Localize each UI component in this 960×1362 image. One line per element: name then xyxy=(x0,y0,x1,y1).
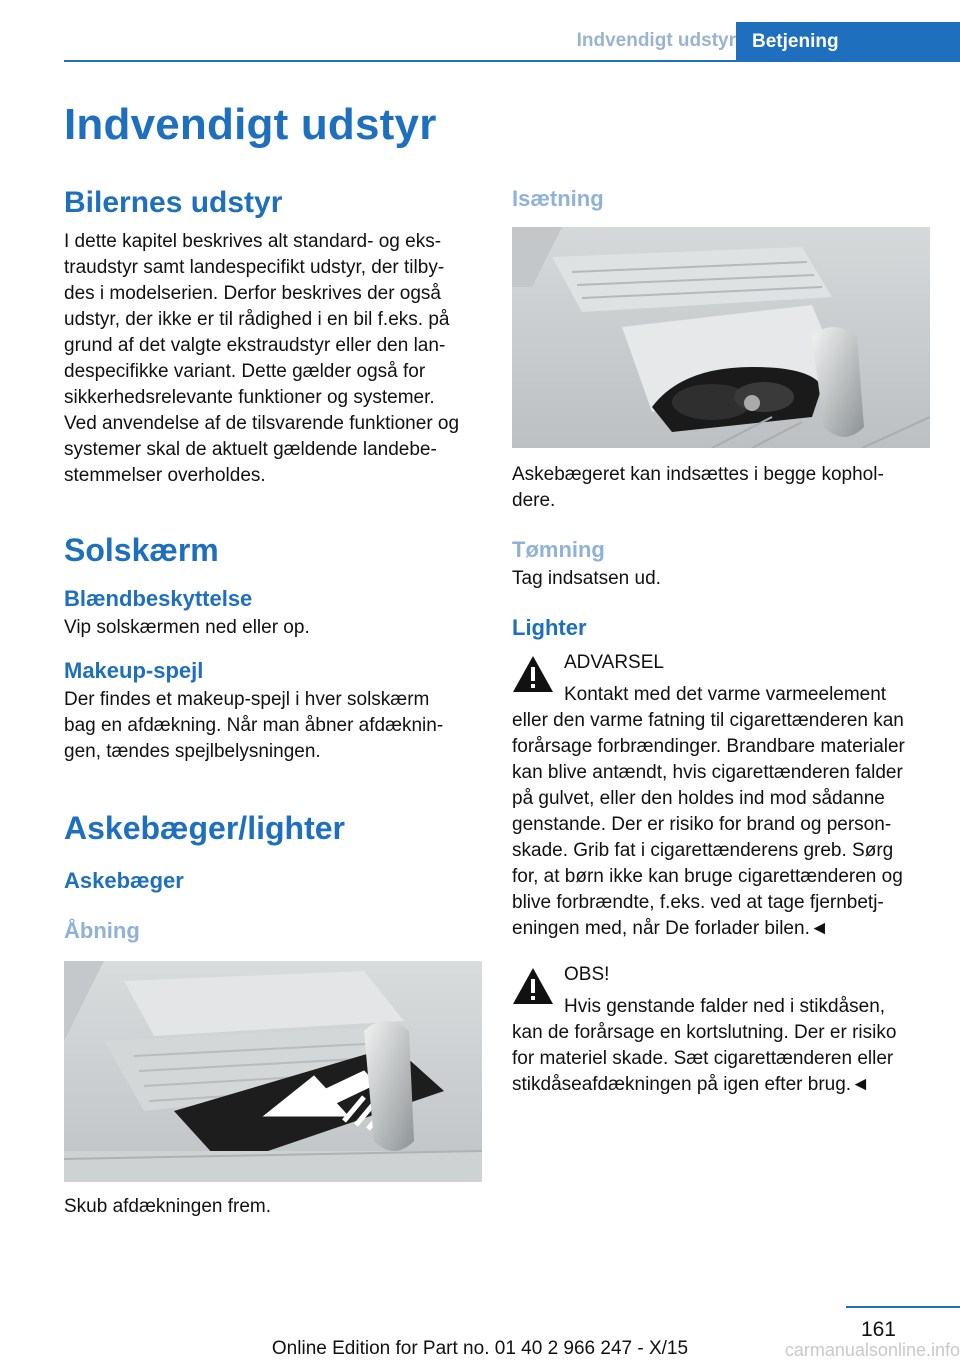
right-column xyxy=(512,185,930,1098)
heading-glare-shield: Blændbeskyttelse xyxy=(64,586,253,611)
heading-emptying: Tømning xyxy=(512,537,605,562)
glare-shield-text: Vip solskærmen ned eller op. xyxy=(64,617,310,638)
page-title: Indvendigt udstyr xyxy=(64,100,437,149)
ashtray-opening-illustration xyxy=(64,961,482,1182)
equipment-text: I dette kapitel beskrives alt standard- og eks- traudstyr samt landespecifikt udstyr, der tilby- des i modelserien. Derfor beskrives der også udstyr, der ikke er til rådighed i en bil f.eks. på grund af det valgte ekstraudstyr eller den lan- despecifikke variant. Dette gælder også for sikkerhedsrelevante funktioner og systemer. Ved anvendelse af de tilsvarende funktioner og systemer skal de aktuelt gældende landebe- stemmelser overholdes. xyxy=(64,231,460,486)
header-section-label: Indvendigt udstyr xyxy=(576,30,736,51)
warning-triangle-icon xyxy=(512,654,554,694)
warning-text: eller den varme fatning til cigarettænderen kan forårsage forbrændinger. Brandbare materialer kan blive antændt, hvis cigarettænderen falder på gulvet, eller den holdes ind mod sådanne genstande. Der er risiko for brand og person- skade. Grib fat i cigarettænderens greb. Sørg for, at børn ikke kan bruge cigarettænderen og blive forbrændte, f.eks. ved at tage fjernbetj- eningen med, når De forlader bilen.◄ xyxy=(512,710,905,939)
insertion-caption: Askebægeret kan indsættes i begge kophol- dere. xyxy=(512,464,884,511)
heading-opening: Åbning xyxy=(64,918,140,943)
heading-makeup-mirror: Makeup-spejl xyxy=(64,658,204,683)
notice-first-line: Hvis genstande falder ned i stikdåsen, xyxy=(564,996,886,1017)
notice-text: kan de forårsage en kortslutning. Der er risiko for materiel skade. Sæt cigarettænderen eller stikdåseafdækningen på igen efter brug.◄ xyxy=(512,1022,897,1095)
footer-rule xyxy=(846,1306,960,1308)
page-header xyxy=(64,0,960,62)
notice-block xyxy=(512,962,930,1098)
heading-insertion: Isætning xyxy=(512,186,604,211)
heading-lighter: Lighter xyxy=(512,615,587,640)
heading-equipment: Bilernes udstyr xyxy=(64,186,283,219)
notice-triangle-icon xyxy=(512,966,554,1006)
opening-caption: Skub afdækningen frem. xyxy=(64,1196,272,1217)
heading-ashtray: Askebæger xyxy=(64,868,184,893)
notice-label: OBS! xyxy=(564,964,610,985)
watermark: carmanualsonline.info xyxy=(784,1340,960,1360)
warning-label: ADVARSEL xyxy=(564,652,664,673)
left-column xyxy=(64,185,482,1220)
header-chapter-tab: Betjening xyxy=(736,22,960,62)
makeup-mirror-text: Der findes et makeup-spejl i hver solskærm bag en afdækning. Når man åbner afdæknin- gen, tændes spejlbelysningen. xyxy=(64,689,444,762)
emptying-text: Tag indsatsen ud. xyxy=(512,568,661,589)
warning-first-line: Kontakt med det varme varmeelement xyxy=(564,684,887,705)
page-number: 161 xyxy=(860,1318,896,1341)
heading-ashtray-lighter: Askebæger/lighter xyxy=(64,810,345,846)
warning-block xyxy=(512,650,930,942)
footer-edition: Online Edition for Part no. 01 40 2 966 247 - X/15 xyxy=(271,1338,689,1359)
ashtray-insert-illustration xyxy=(512,227,930,448)
heading-sun-visor: Solskærm xyxy=(64,532,219,568)
